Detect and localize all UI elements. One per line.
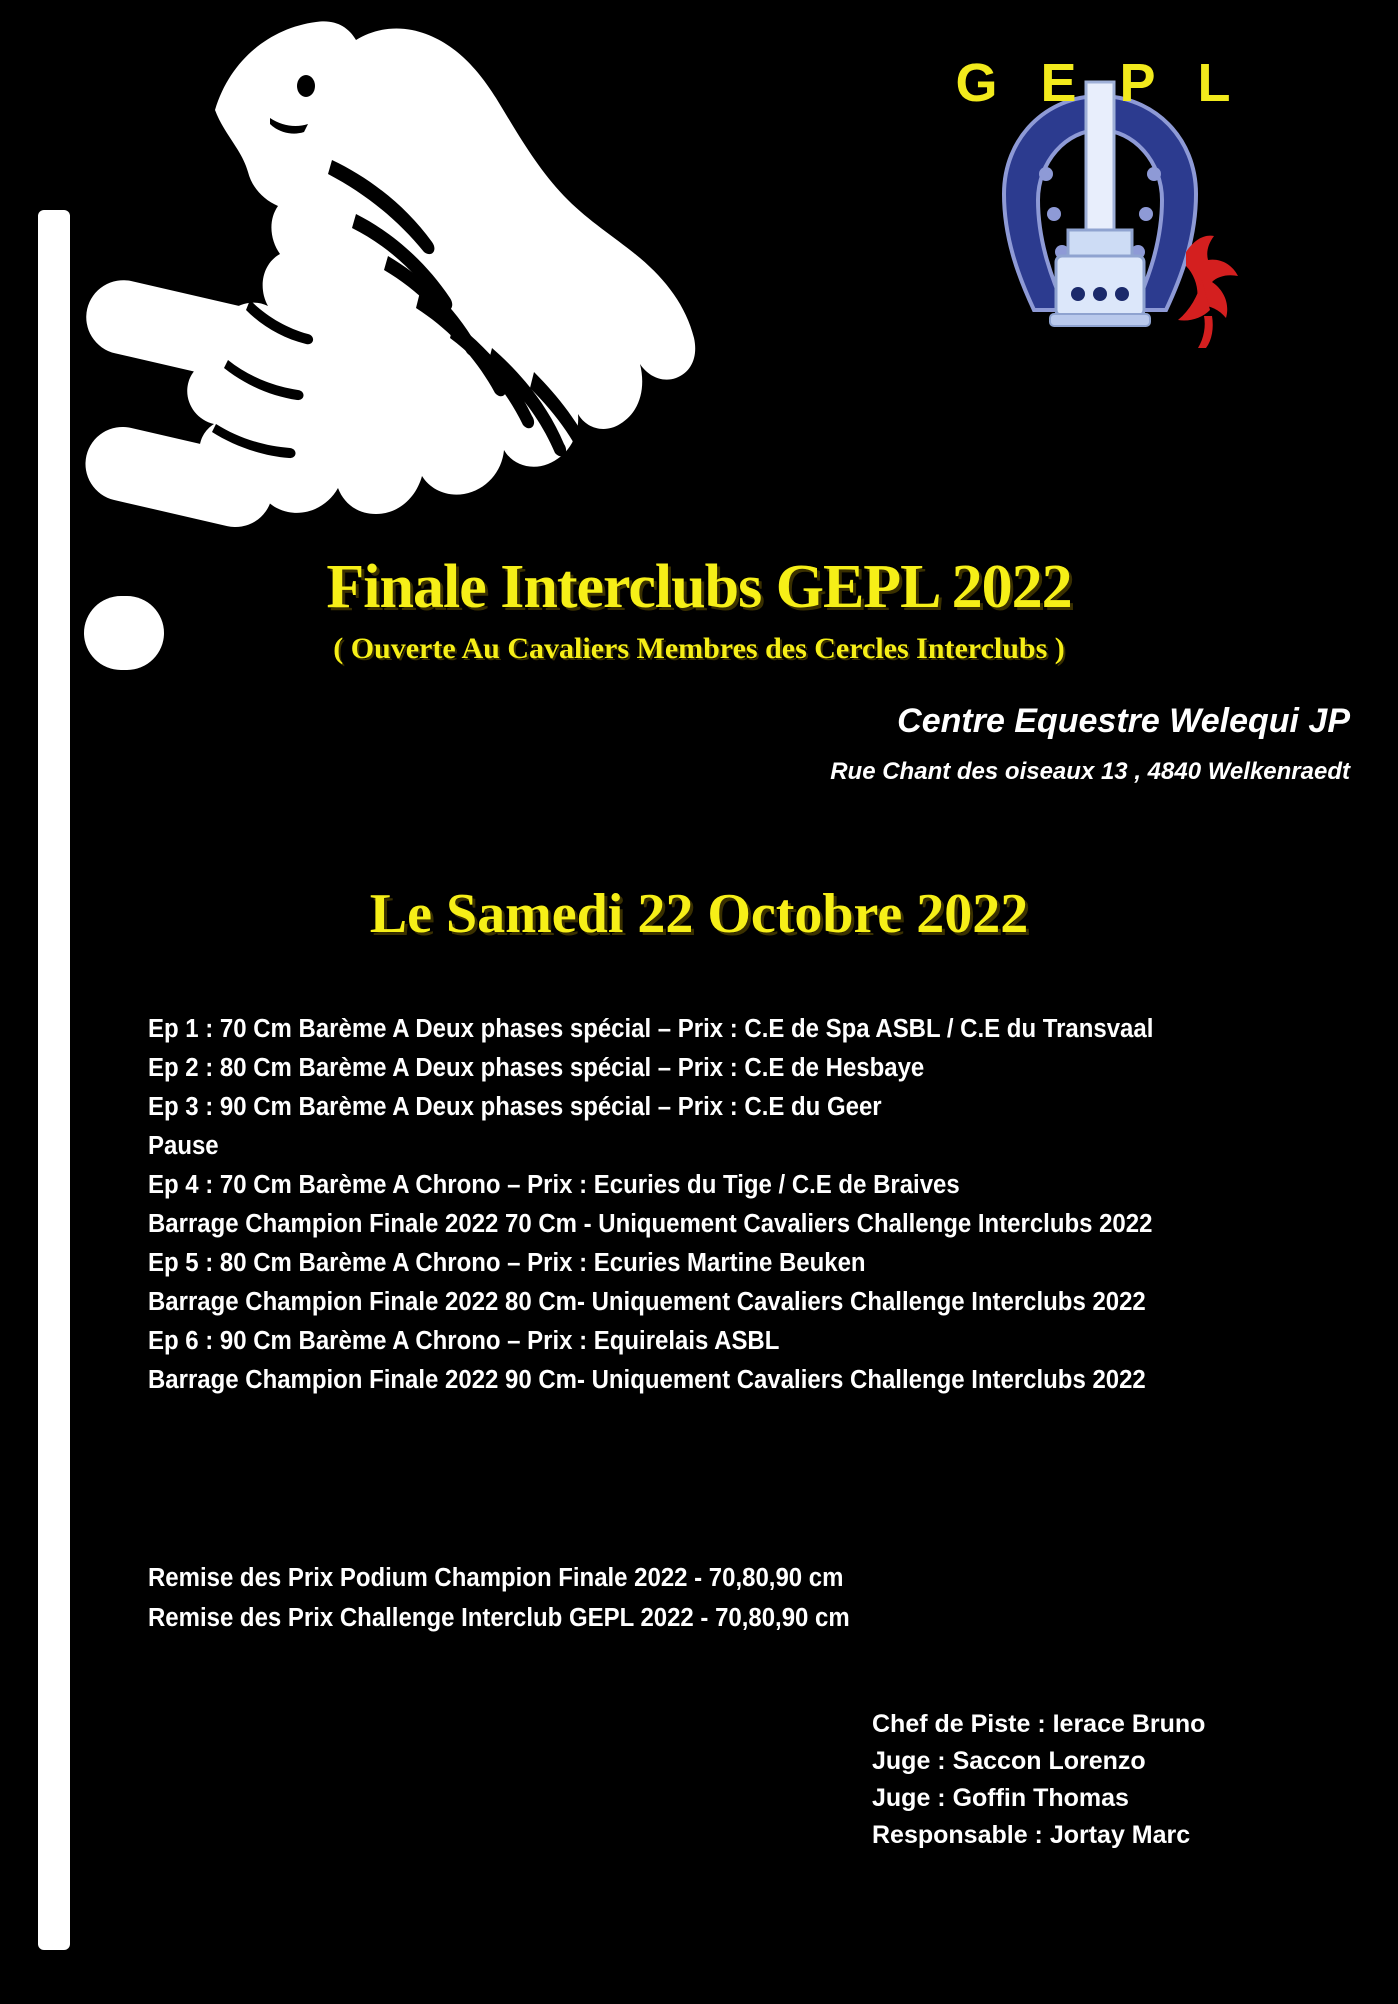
program-item: Barrage Champion Finale 2022 90 Cm- Uniquement Cavaliers Challenge Interclubs 2022 — [148, 1366, 1146, 1394]
page-subtitle: ( Ouverte Au Cavaliers Membres des Cercles Interclubs ) — [333, 632, 1065, 665]
officials-list — [872, 1706, 1332, 1854]
program-item: Barrage Champion Finale 2022 70 Cm - Uniquement Cavaliers Challenge Interclubs 2022 — [148, 1210, 1153, 1238]
awards-item: Remise des Prix Challenge Interclub GEPL 2022 - 70,80,90 cm — [148, 1604, 850, 1632]
program-item: Pause — [148, 1132, 219, 1160]
logo-letters: G E P L — [955, 53, 1245, 113]
jump-pole-decoration — [38, 210, 70, 1950]
gepl-logo — [950, 18, 1250, 348]
event-date: Le Samedi 22 Octobre 2022 — [369, 883, 1029, 945]
program-item: Ep 1 : 70 Cm Barème A Deux phases spécial – Prix : C.E de Spa ASBL / C.E du Transvaal — [148, 1015, 1154, 1043]
jumping-horse-icon — [120, 0, 720, 560]
program-item: Ep 4 : 70 Cm Barème A Chrono – Prix : Ecuries du Tige / C.E de Braives — [148, 1171, 960, 1199]
officials-item: Responsable : Jortay Marc — [872, 1821, 1191, 1849]
page-title: Finale Interclubs GEPL 2022 — [326, 553, 1072, 621]
program-item: Ep 2 : 80 Cm Barème A Deux phases spécial – Prix : C.E de Hesbaye — [148, 1054, 925, 1082]
program-item: Ep 3 : 90 Cm Barème A Deux phases spécial – Prix : C.E du Geer — [148, 1093, 882, 1121]
officials-item: Chef de Piste : Ierace Bruno — [872, 1710, 1206, 1738]
awards-item: Remise des Prix Podium Champion Finale 2022 - 70,80,90 cm — [148, 1564, 844, 1592]
awards-list — [148, 1558, 1358, 1638]
program-item: Ep 6 : 90 Cm Barème A Chrono – Prix : Equirelais ASBL — [148, 1327, 780, 1355]
venue-address: Rue Chant des oiseaux 13 , 4840 Welkenraedt — [830, 758, 1350, 785]
program-list — [148, 1010, 1358, 1400]
officials-item: Juge : Goffin Thomas — [872, 1784, 1129, 1812]
program-item: Barrage Champion Finale 2022 80 Cm- Uniquement Cavaliers Challenge Interclubs 2022 — [148, 1288, 1146, 1316]
venue-name: Centre Equestre Welequi JP — [897, 702, 1350, 740]
program-item: Ep 5 : 80 Cm Barème A Chrono – Prix : Ecuries Martine Beuken — [148, 1249, 866, 1277]
officials-item: Juge : Saccon Lorenzo — [872, 1747, 1146, 1775]
